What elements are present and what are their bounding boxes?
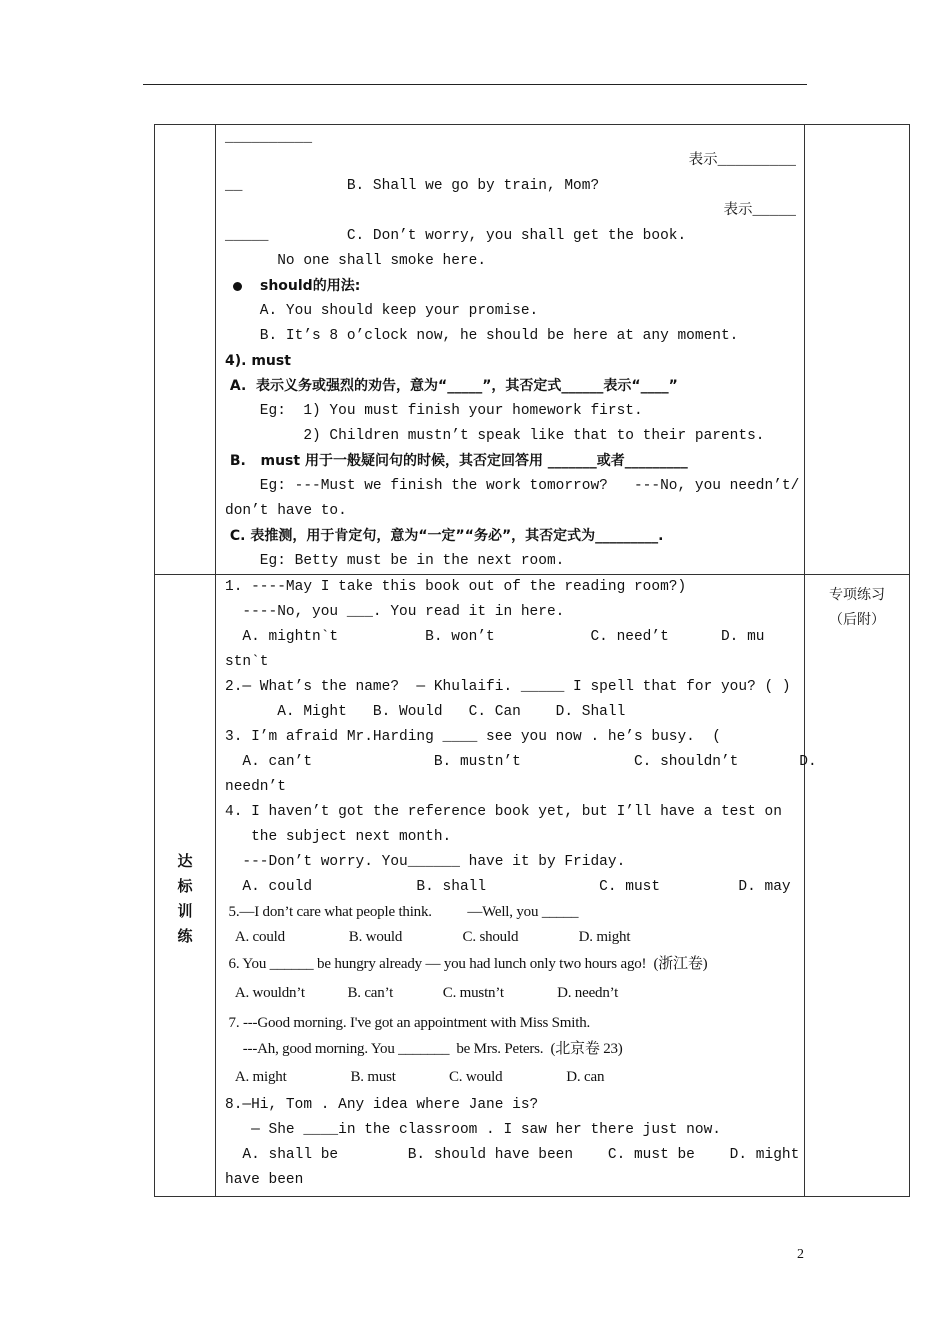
side-note: 专项练习 （后附） (829, 587, 885, 628)
meaning-blank: 表示_________ (688, 153, 796, 169)
option-line: A. Might B. Would C. Can D. Shall (225, 704, 626, 720)
page-number: 2 (797, 1247, 804, 1262)
option-line: A. shall be B. should have been C. must be D. might (225, 1147, 800, 1163)
side-note-cell (805, 575, 910, 1197)
rule-line: B. must 用于一般疑问句的时候，其否定回答用 _______或者_________ (225, 453, 688, 469)
grammar-cell (216, 125, 805, 575)
question-line: 7. ---Good morning. I've got an appointment with Miss Smith. (225, 1015, 591, 1031)
practice-cell (216, 575, 817, 1197)
question-line: 8.—Hi, Tom . Any idea where Jane is? (225, 1097, 539, 1113)
section-heading (225, 274, 796, 299)
option-line: A. mightn`t B. won’t C. need’t D. mu (225, 629, 765, 645)
bullet-icon (233, 282, 242, 291)
rule-line: C. 表推测，用于肯定句，意为“一定”“务必”，其否定式为_________. (225, 528, 664, 544)
text-line: __ (225, 178, 243, 194)
text-line: B. It’s 8 o’clock now, he should be here at any moment. (225, 328, 739, 344)
question-line: 2.— What’s the name? — Khulaifi. _____ I spell that for you? ( ) (225, 679, 791, 695)
option-line: A. might B. must C. would D. can (225, 1069, 605, 1085)
text-line: __________ (225, 130, 313, 146)
option-line: A. could B. shall C. must D. may (225, 879, 791, 895)
text-line: 2) Children mustn’t speak like that to their parents. (225, 428, 765, 444)
question-line: 4. I haven’t got the reference book yet, but I’ll have a test on (225, 804, 782, 820)
option-line: A. wouldn’t B. can’t C. mustn’t D. needn’t (225, 985, 619, 1001)
question-line: 6. You ______ be hungry already — you had lunch only two hours ago! (浙江卷) (225, 956, 708, 972)
meaning-blank: 表示_____ (723, 203, 796, 219)
text-line (225, 199, 796, 244)
option-line: stn`t (225, 654, 269, 670)
text-line: Eg: ---Must we finish the work tomorrow? ---No, you needn’t/ (225, 478, 800, 494)
text-line: No one shall smoke here. (225, 253, 487, 269)
row-label-cell (155, 125, 216, 575)
text-line: Eg: Betty must be in the next room. (225, 553, 565, 569)
example-text: C. Don’t worry, you shall get the book. (312, 228, 687, 244)
rule-line: A. 表示义务或强烈的劝告，意为“_____”，其否定式______表示“____” (225, 378, 678, 394)
table-row (155, 575, 910, 1197)
section-heading: 4). must (225, 353, 291, 369)
question-line: 3. I’m afraid Mr.Harding ____ see you now . he’s busy. ( (225, 729, 721, 745)
option-line: A. can’t B. mustn’t C. shouldn’t D. (225, 754, 817, 770)
question-line: the subject next month. (225, 829, 452, 845)
text-line: don’t have to. (225, 503, 347, 519)
text-line: Eg: 1) You must finish your homework first. (225, 403, 643, 419)
heading-text: should的用法: (260, 278, 361, 294)
text-line: A. You should keep your promise. (225, 303, 539, 319)
section-label: 达 标 训 练 (177, 852, 193, 945)
example-text: B. Shall we go by train, Mom? (312, 178, 600, 194)
section-label-cell (155, 575, 216, 1197)
question-line: ---Ah, good morning. You _______ be Mrs. Peters. (北京卷 23) (225, 1041, 623, 1057)
question-line: — She ____in the classroom . I saw her there just now. (225, 1122, 721, 1138)
question-line: 5.—I don’t care what people think. —Well, you _____ (225, 904, 579, 920)
table-row (155, 125, 910, 575)
option-line: have been (225, 1172, 304, 1188)
text-line (225, 149, 796, 194)
option-line: A. could B. would C. should D. might (225, 929, 631, 945)
text-line: _____ (225, 228, 269, 244)
note-cell (805, 125, 910, 575)
question-line: ---Don’t worry. You______ have it by Friday. (225, 854, 626, 870)
question-line: ----No, you ___. You read it in here. (225, 604, 565, 620)
question-line: 1. ----May I take this book out of the reading room?) (225, 579, 687, 595)
lesson-table (154, 124, 910, 1197)
header-rule (143, 84, 807, 85)
option-line: needn’t (225, 779, 286, 795)
